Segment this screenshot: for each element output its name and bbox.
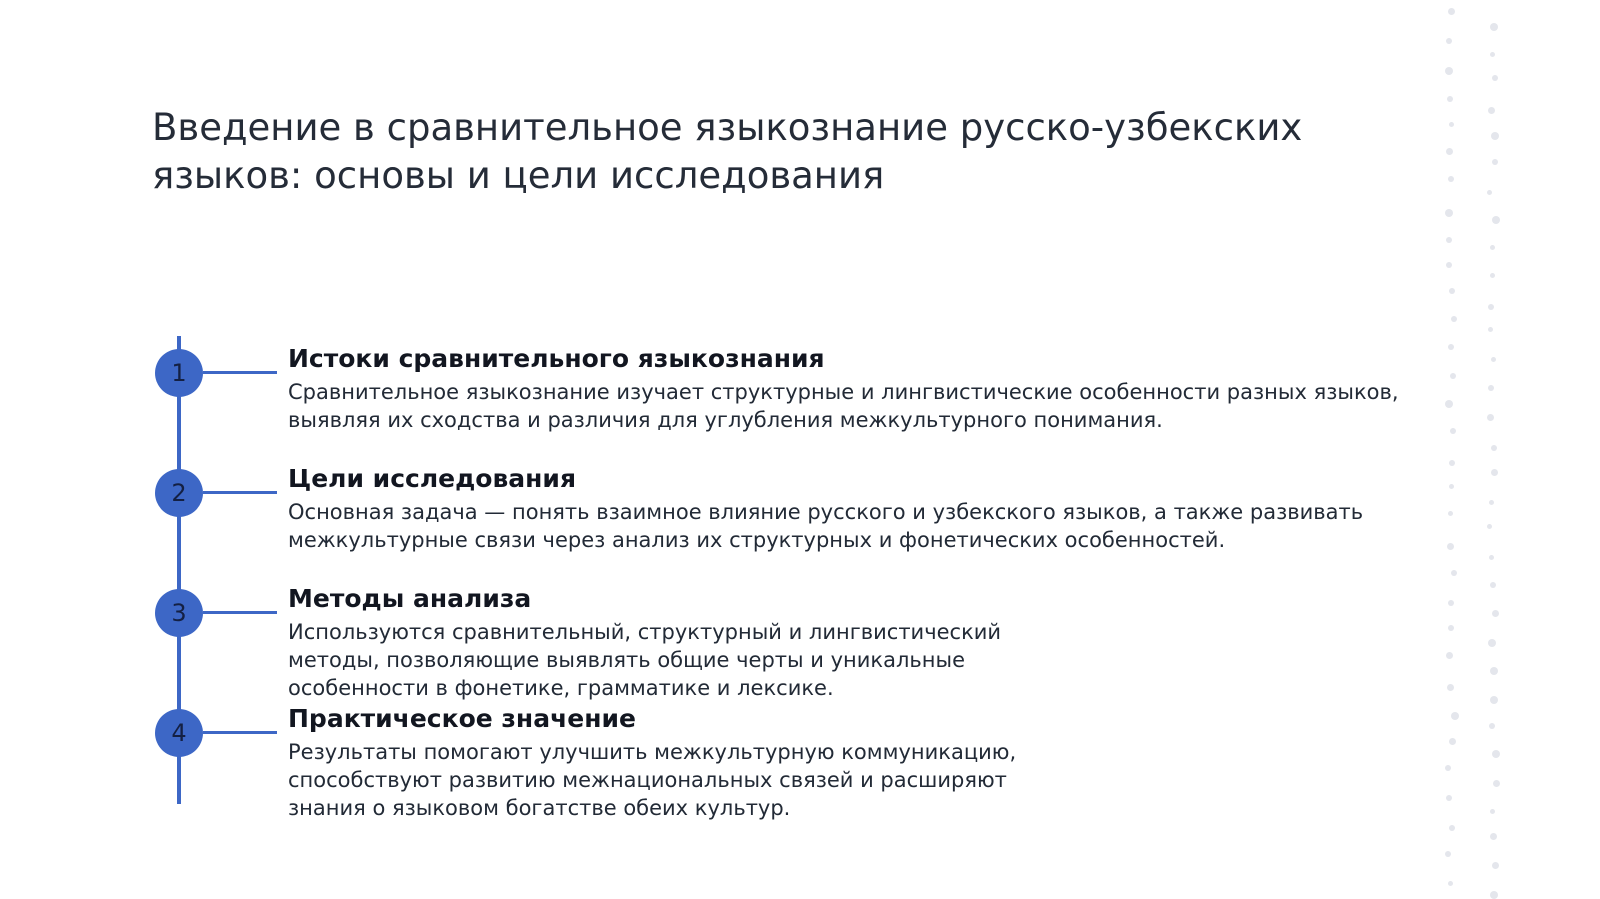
item-heading-2: Цели исследования <box>288 464 577 493</box>
decorative-dot <box>1445 67 1453 75</box>
decorative-dot <box>1491 132 1499 140</box>
decorative-dot <box>1490 23 1498 31</box>
decorative-dot <box>1447 684 1454 691</box>
timeline-connector-3 <box>203 611 277 614</box>
decorative-dot <box>1492 750 1500 758</box>
decorative-dot <box>1491 469 1498 476</box>
timeline-connector-1 <box>203 371 277 374</box>
item-text-4: Результаты помогают улучшить межкультурную коммуникацию, способствуют развитию межнациональных связей и расширяют знания о языковом богатстве обеих культур. <box>288 740 1017 820</box>
decorative-dot <box>1493 780 1500 787</box>
decorative-dot <box>1449 825 1455 831</box>
decorative-dot <box>1487 414 1494 421</box>
decorative-dot-pattern <box>1440 0 1600 899</box>
timeline-connector-2 <box>203 491 277 494</box>
decorative-dot <box>1489 500 1494 505</box>
decorative-dot <box>1490 696 1498 704</box>
item-text-2: Основная задача — понять взаимное влияние русского и узбекского языков, а также развивать межкультурные связи через анализ их структурных и фонетических особенностей. <box>288 500 1364 552</box>
decorative-dot <box>1446 38 1452 44</box>
decorative-dot <box>1490 245 1495 250</box>
decorative-dot <box>1448 8 1455 15</box>
decorative-dot <box>1488 385 1494 391</box>
decorative-dot <box>1489 723 1495 729</box>
decorative-dot <box>1487 190 1492 195</box>
decorative-dot <box>1492 610 1499 617</box>
decorative-dot <box>1448 176 1454 182</box>
decorative-dot <box>1488 107 1495 114</box>
decorative-dot <box>1489 555 1494 560</box>
decorative-dot <box>1448 344 1454 350</box>
decorative-dot <box>1448 511 1453 516</box>
decorative-dot <box>1449 484 1454 489</box>
decorative-dot <box>1445 765 1451 771</box>
decorative-dot <box>1449 122 1454 127</box>
decorative-dot <box>1448 600 1454 606</box>
decorative-dot <box>1445 851 1451 857</box>
timeline-connector-4 <box>203 731 277 734</box>
decorative-dot <box>1448 625 1454 631</box>
decorative-dot <box>1491 445 1497 451</box>
decorative-dot <box>1445 209 1453 217</box>
decorative-dot <box>1492 75 1498 81</box>
decorative-dot <box>1451 570 1457 576</box>
decorative-dot <box>1490 667 1498 675</box>
decorative-dot <box>1487 524 1492 529</box>
decorative-dot <box>1490 833 1497 840</box>
decorative-dot <box>1492 862 1499 869</box>
decorative-dot <box>1445 400 1453 408</box>
decorative-dot <box>1488 639 1496 647</box>
item-text-1: Сравнительное языкознание изучает структурные и лингвистические особенности разных языков, выявляя их сходства и различия для углубления межкультурного понимания. <box>288 380 1399 432</box>
timeline-node-2: 2 <box>155 469 203 517</box>
timeline-node-1: 1 <box>155 349 203 397</box>
decorative-dot <box>1492 159 1498 165</box>
decorative-dot <box>1449 738 1456 745</box>
decorative-dot <box>1446 262 1452 268</box>
decorative-dot <box>1451 712 1459 720</box>
decorative-dot <box>1490 809 1495 814</box>
decorative-dot <box>1492 216 1500 224</box>
decorative-dot <box>1490 273 1495 278</box>
decorative-dot <box>1488 327 1493 332</box>
decorative-dot <box>1491 357 1496 362</box>
item-text-3: Используются сравнительный, структурный и лингвистический методы, позволяющие выявлять общие черты и уникальные особенности в фонетике, грамматике и лексике. <box>288 620 1002 700</box>
decorative-dot <box>1490 52 1495 57</box>
decorative-dot <box>1490 891 1498 899</box>
decorative-dot <box>1450 428 1456 434</box>
item-heading-1: Истоки сравнительного языкознания <box>288 344 825 373</box>
decorative-dot <box>1488 304 1494 310</box>
decorative-dot <box>1448 881 1453 886</box>
decorative-dot <box>1447 96 1453 102</box>
item-heading-3: Методы анализа <box>288 584 532 613</box>
decorative-dot <box>1446 652 1453 659</box>
decorative-dot <box>1490 582 1496 588</box>
decorative-dot <box>1447 543 1454 550</box>
decorative-dot <box>1446 795 1452 801</box>
decorative-dot <box>1446 148 1453 155</box>
timeline-node-4: 4 <box>155 709 203 757</box>
decorative-dot <box>1450 373 1456 379</box>
decorative-dot <box>1446 237 1452 243</box>
item-heading-4: Практическое значение <box>288 704 636 733</box>
decorative-dot <box>1449 288 1455 294</box>
timeline-node-3: 3 <box>155 589 203 637</box>
decorative-dot <box>1451 316 1457 322</box>
slide-title: Введение в сравнительное языкознание русско-узбекских языков: основы и цели исследования <box>152 106 1303 197</box>
decorative-dot <box>1449 460 1455 466</box>
